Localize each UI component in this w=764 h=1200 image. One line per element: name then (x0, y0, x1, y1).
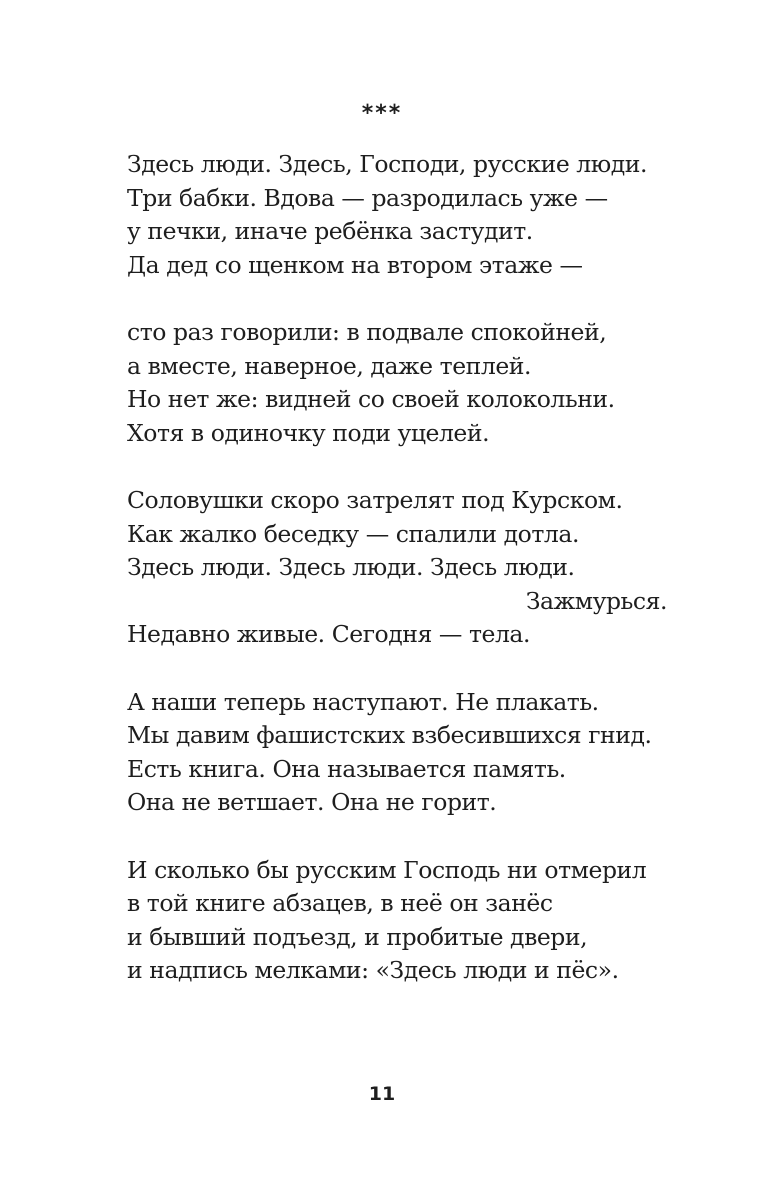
poem-line: Да дед со щенком на втором этаже — (127, 250, 583, 279)
stanza-4 (127, 686, 667, 820)
poem-line: и надпись мелками: «Здесь люди и пёс». (127, 956, 619, 984)
poem-line: Как жалко беседку — спалили дотла. (127, 519, 579, 548)
section-separator: *** (361, 101, 403, 126)
page-number: 11 (368, 1083, 396, 1105)
stanza-1 (127, 148, 667, 282)
poem-line: Она не ветшает. Она не горит. (127, 788, 497, 816)
stanza-2 (127, 316, 667, 450)
poem-line: Есть книга. Она называется память. (127, 754, 566, 783)
poem-line: у печки, иначе ребёнка застудит. (127, 217, 533, 245)
stanza-5 (127, 854, 667, 988)
poem-line: А наши теперь наступают. Не плакать. (127, 687, 599, 716)
poem-line: и бывший подъезд, и пробитые двери, (127, 922, 588, 951)
poem-line: сто раз говорили: в подвале спокойней, (127, 318, 607, 346)
poem-line: Три бабки. Вдова — разродилась уже — (127, 183, 608, 212)
poem-line: Хотя в одиночку поди уцелей. (127, 418, 490, 447)
poem-line: Здесь люди. Здесь люди. Здесь люди. (127, 553, 575, 581)
poem-line: Соловушки скоро затрелят под Курском. (127, 486, 623, 514)
poem-line: в той книге абзацев, в неё он занёс (127, 889, 553, 917)
poem-line: Здесь люди. Здесь, Господи, русские люди. (127, 150, 648, 178)
poem-line: Недавно живые. Сегодня — тела. (127, 620, 531, 648)
poem-line: И сколько бы русским Господь ни отмерил (127, 855, 647, 884)
poem (127, 148, 667, 1022)
poem-line-indented: Зажмурься. (525, 586, 667, 615)
poem-line: Мы давим фашистских взбесившихся гнид. (127, 721, 652, 749)
poem-line: а вместе, наверное, даже теплей. (127, 351, 532, 380)
poem-line: Но нет же: видней со своей колокольни. (127, 385, 615, 413)
stanza-3 (127, 484, 667, 652)
